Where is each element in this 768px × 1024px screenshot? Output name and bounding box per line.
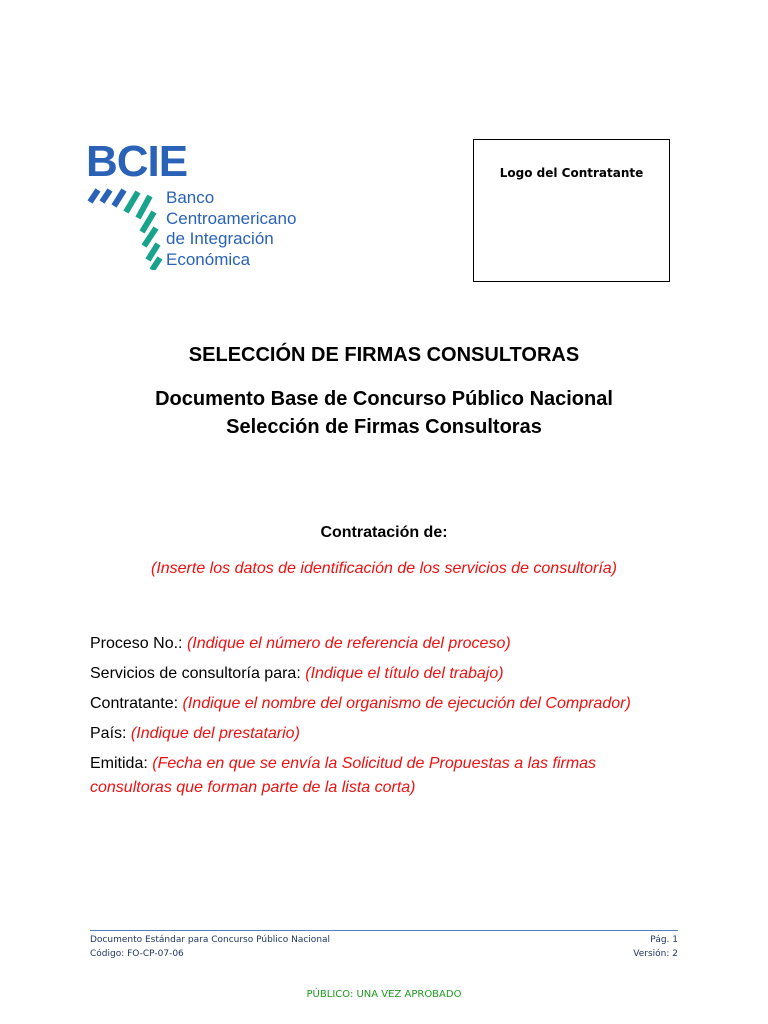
footer-code: Código: FO-CP-07-06 <box>90 949 184 959</box>
classification-status: PÚBLICO: UNA VEZ APROBADO <box>306 989 462 1000</box>
field-instruction: (Fecha en que se envía la Solicitud de Propuestas a las firmas consultoras que forman parte de la lista corta) <box>90 755 597 796</box>
field-consulting-services <box>90 662 670 686</box>
field-label: Servicios de consultoría para: <box>90 665 301 682</box>
logo-line-2: Centroamericano <box>166 208 297 228</box>
footer-page-number: Pág. 1 <box>650 935 678 945</box>
field-instruction: (Indique el nombre del organismo de ejecución del Comprador) <box>182 695 631 712</box>
field-label: Contratante: <box>90 695 179 712</box>
bcie-logo <box>86 137 326 270</box>
footer-divider <box>90 930 678 931</box>
logo-text <box>166 188 296 270</box>
field-country <box>90 722 670 746</box>
field-issued <box>90 752 670 800</box>
document-title: SELECCIÓN DE FIRMAS CONSULTORAS <box>188 344 580 366</box>
logo-line-1: Banco <box>166 188 215 207</box>
logo-wordmark: BCIE <box>86 137 188 186</box>
field-label: Proceso No.: <box>90 635 183 652</box>
field-label: País: <box>90 725 127 742</box>
footer-row-2 <box>90 949 678 959</box>
contract-instruction: (Inserte los datos de identificación de los servicios de consultoría) <box>150 560 617 577</box>
contract-heading: Contratación de: <box>320 524 448 541</box>
logo-line-4: Económica <box>166 249 251 269</box>
process-fields <box>90 632 670 806</box>
field-instruction: (Indique del prestatario) <box>130 725 300 742</box>
client-logo-placeholder <box>473 139 670 282</box>
logo-line-3: de Integración <box>166 229 274 248</box>
field-instruction: (Indique el número de referencia del proceso) <box>186 635 511 652</box>
footer-document-name: Documento Estándar para Concurso Público Nacional <box>90 935 331 945</box>
document-subtitle-line-2: Selección de Firmas Consultoras <box>226 416 542 438</box>
client-logo-label: Logo del Contratante <box>499 166 644 180</box>
field-label: Emitida: <box>90 755 148 772</box>
field-process-number <box>90 632 670 656</box>
footer-version: Versión: 2 <box>633 949 678 959</box>
field-contracting-party <box>90 692 670 716</box>
logo-stripes-icon <box>86 188 166 270</box>
field-instruction: (Indique el título del trabajo) <box>305 665 504 682</box>
footer-row-1 <box>90 935 678 945</box>
document-subtitle-line-1: Documento Base de Concurso Público Nacional <box>155 388 613 410</box>
